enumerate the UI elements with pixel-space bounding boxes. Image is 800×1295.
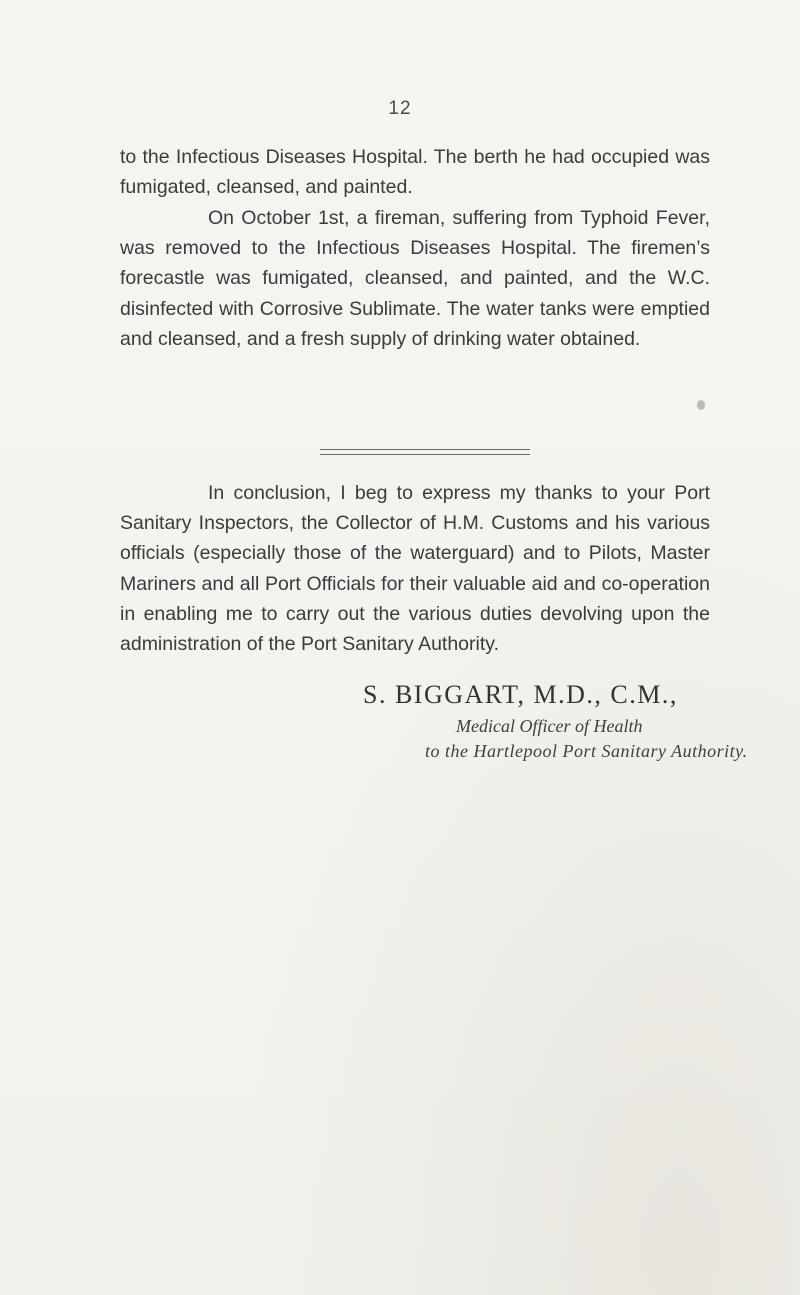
- paragraph-continuation: to the Infectious Diseases Hospital. The berth he had occupied was fumigated, cleansed, and painted.: [120, 146, 710, 199]
- section-divider: [320, 449, 530, 455]
- ink-speck: [697, 400, 705, 410]
- signature-name: S. BIGGART, M.D., C.M.,: [363, 680, 678, 709]
- paragraph-typhoid-case: On October 1st, a fireman, suffering from Typhoid Fever, was removed to the Infectious Diseases Hospital. The firemen’s forecastle was fumigated, cleansed, and painted, and the W.C. disinfected with Corrosive Sublimate. The water tanks were emptied and cleansed, and a fresh supply of drinking water obtained.: [120, 207, 710, 350]
- signature-title-line-1: Medical Officer of Health: [456, 716, 643, 736]
- page-number: 12: [388, 98, 412, 119]
- paragraph-conclusion: In conclusion, I beg to express my thanks to your Port Sanitary Inspectors, the Collector of H.M. Customs and his various officials (especially those of the waterguard) and to Pilots, Master Mariners and all Port Officials for their valuable aid and co-operation in enabling me to carry out the various duties devolving upon the administration of the Port Sanitary Authority.: [120, 482, 710, 656]
- signature-title-line-2: to the Hartlepool Port Sanitary Authority.: [425, 741, 748, 761]
